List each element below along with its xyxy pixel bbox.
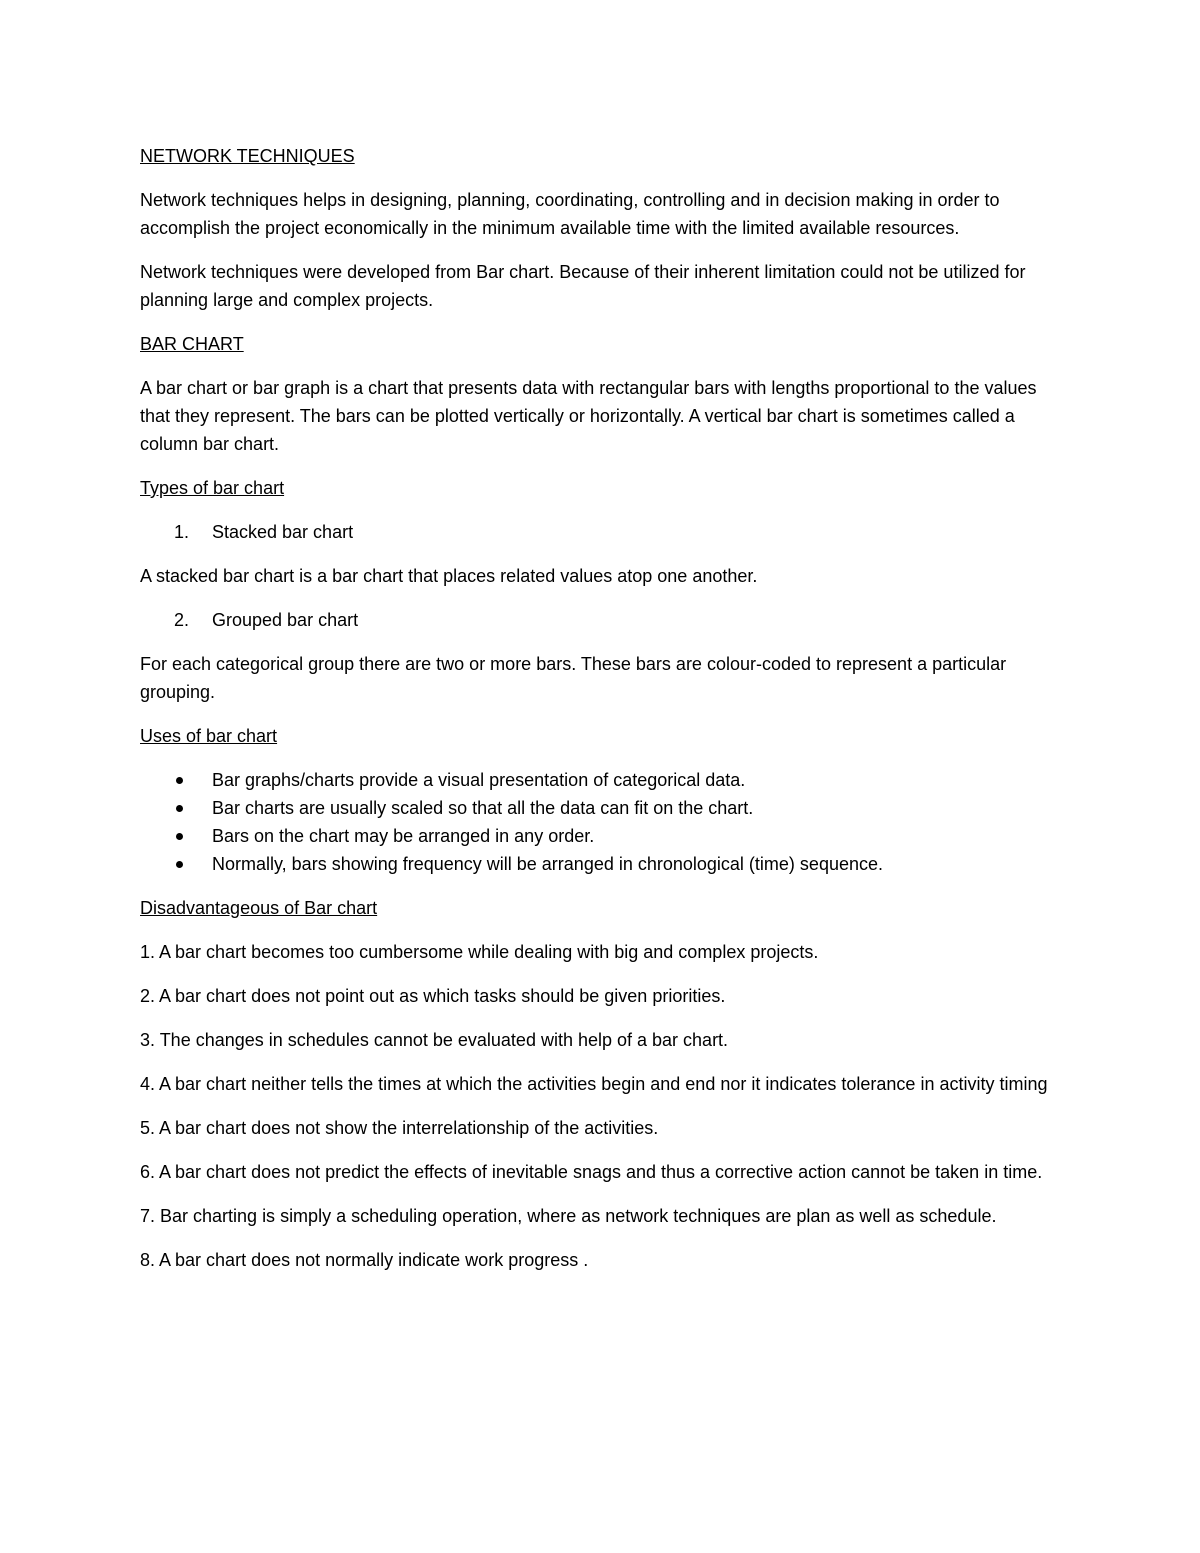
list-item (140, 850, 1060, 878)
bar-chart-definition-paragraph: A bar chart or bar graph is a chart that presents data with rectangular bars with lengths proportional to the values that they represent. The bars can be plotted vertically or horizontally. A vertical bar chart is sometimes called a column bar chart. (140, 378, 1037, 454)
disadvantage-item: 3. The changes in schedules cannot be evaluated with help of a bar chart. (140, 1030, 729, 1050)
grouped-bar-chart-description: For each categorical group there are two or more bars. These bars are colour-coded to represent a particular grouping. (140, 654, 1007, 702)
types-heading: Types of bar chart (140, 478, 285, 498)
types-list-2 (140, 606, 1060, 634)
bullet-icon (176, 861, 183, 868)
grouped-bar-chart-label: Grouped bar chart (212, 610, 359, 630)
disadvantages-heading: Disadvantageous of Bar chart (140, 898, 378, 918)
network-intro-paragraph: Network techniques helps in designing, planning, coordinating, controlling and in decision making in order to accomplish the project economically in the minimum available time with the limited available resources. (140, 190, 1000, 238)
disadvantage-item: 1. A bar chart becomes too cumbersome while dealing with big and complex projects. (140, 942, 819, 962)
bullet-icon (176, 805, 183, 812)
disadvantage-item: 8. A bar chart does not normally indicate work progress . (140, 1250, 589, 1270)
list-item (140, 822, 1060, 850)
use-text: Bars on the chart may be arranged in any order. (212, 826, 595, 846)
document-body (140, 142, 1060, 1290)
network-techniques-heading: NETWORK TECHNIQUES (140, 146, 355, 166)
uses-list (140, 766, 1060, 878)
list-item (140, 794, 1060, 822)
bar-chart-heading: BAR CHART (140, 334, 244, 354)
stacked-bar-chart-description: A stacked bar chart is a bar chart that places related values atop one another. (140, 566, 758, 586)
list-item (140, 606, 1060, 634)
use-text: Bar graphs/charts provide a visual presentation of categorical data. (212, 770, 746, 790)
uses-heading: Uses of bar chart (140, 726, 278, 746)
list-item (140, 766, 1060, 794)
bullet-icon (176, 777, 183, 784)
disadvantage-item: 2. A bar chart does not point out as which tasks should be given priorities. (140, 986, 726, 1006)
disadvantage-item: 7. Bar charting is simply a scheduling operation, where as network techniques are plan as well as schedule. (140, 1206, 997, 1226)
types-list-1 (140, 518, 1060, 546)
list-item (140, 518, 1060, 546)
use-text: Normally, bars showing frequency will be arranged in chronological (time) sequence. (212, 854, 883, 874)
stacked-bar-chart-label: Stacked bar chart (212, 522, 354, 542)
network-origin-paragraph: Network techniques were developed from Bar chart. Because of their inherent limitation could not be utilized for planning large and complex projects. (140, 262, 1026, 310)
list-number: 2. (174, 610, 190, 630)
disadvantage-item: 5. A bar chart does not show the interrelationship of the activities. (140, 1118, 659, 1138)
disadvantage-item: 6. A bar chart does not predict the effects of inevitable snags and thus a corrective action cannot be taken in time. (140, 1162, 1043, 1182)
use-text: Bar charts are usually scaled so that all the data can fit on the chart. (212, 798, 754, 818)
list-number: 1. (174, 522, 190, 542)
disadvantage-item: 4. A bar chart neither tells the times at which the activities begin and end nor it indicates tolerance in activity timing (140, 1074, 1048, 1094)
bullet-icon (176, 833, 183, 840)
